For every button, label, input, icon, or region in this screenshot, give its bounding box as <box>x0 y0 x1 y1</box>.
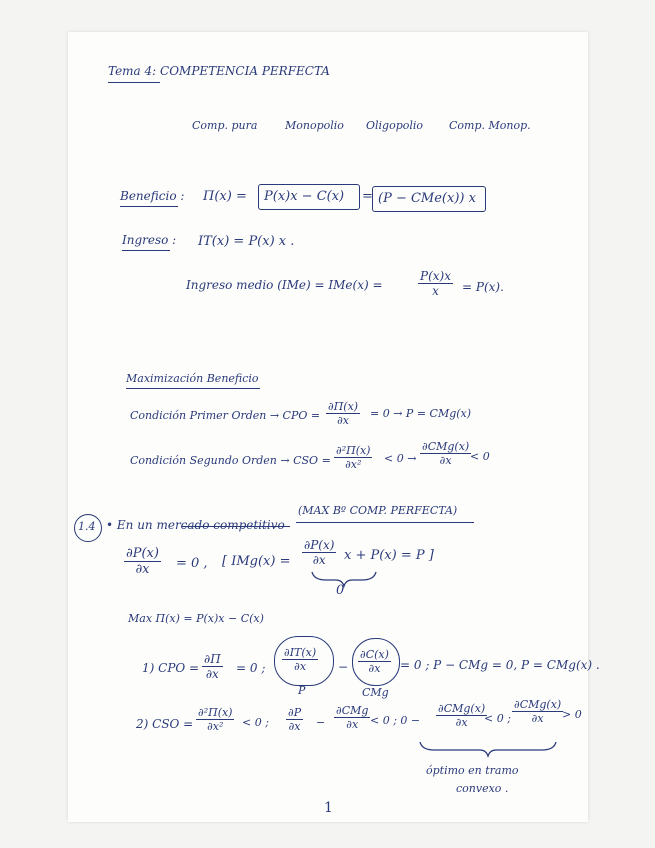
c-den: ∂x <box>368 662 381 675</box>
page-title: Tema 4: COMPETENCIA PERFECTA <box>108 64 330 78</box>
dp-rhs: = 0 , <box>176 556 208 571</box>
img-zero: 0 <box>336 583 345 598</box>
p-num: ∂P <box>288 706 302 719</box>
img-num: ∂P(x) <box>304 538 335 552</box>
cso-den: ∂x² <box>345 458 362 471</box>
ingreso-medio-rhs: = P(x). <box>462 280 504 294</box>
cmg2-den: ∂x <box>455 716 468 729</box>
ex-cso-den: ∂x² <box>207 720 224 733</box>
it-num: ∂IT(x) <box>284 646 317 659</box>
cmg-den: ∂x <box>346 718 359 731</box>
cso-mid: < 0 → <box>384 452 417 465</box>
ex-cpo-rhs: = 0 ; P − CMg = 0, P = CMg(x) . <box>400 658 600 672</box>
ex-cso-mid-2: < 0 ; 0 − <box>370 714 421 727</box>
img-rhs: x + P(x) = P ] <box>344 548 434 563</box>
cmg3-den: ∂x <box>531 712 544 725</box>
ex-cso-label: 2) CSO = <box>136 717 194 731</box>
market-type-1: Comp. pura <box>192 119 258 132</box>
cso-den-2: ∂x <box>439 454 452 467</box>
exercise-paren: (MAX Bº COMP. PERFECTA) <box>298 504 458 517</box>
maximizacion-heading: Maximización Beneficio <box>126 372 259 385</box>
cpo-rhs: = 0 → P = CMg(x) <box>370 407 472 420</box>
cmg-num: ∂CMg <box>336 704 369 717</box>
ingreso-formula: IT(x) = P(x) x . <box>198 234 295 249</box>
img-lhs: [ IMg(x) = <box>222 554 291 569</box>
it-under: P <box>298 684 306 697</box>
cpo-label: Condición Primer Orden → CPO = <box>130 409 321 422</box>
c-under: CMg <box>362 686 389 699</box>
ex-cpo-minus: − <box>338 660 349 674</box>
ex-cpo-den: ∂x <box>205 667 219 681</box>
page-number: 1 <box>324 800 333 816</box>
c-num: ∂C(x) <box>360 648 389 661</box>
beneficio-eq: = <box>362 189 373 204</box>
cmg3-num: ∂CMg(x) <box>514 698 562 711</box>
ingreso-label: Ingreso : <box>122 233 177 247</box>
market-type-3: Oligopolio <box>366 119 424 132</box>
beneficio-box-2-text: (P − CMe(x)) x <box>378 191 476 206</box>
ex-cpo-num: ∂Π <box>204 652 221 666</box>
ex-cso-rhs: > 0 <box>562 708 582 721</box>
cso-label: Condición Segundo Orden → CSO = <box>130 454 331 467</box>
cmg2-num: ∂CMg(x) <box>438 702 486 715</box>
ex-cso-mid: < 0 ; <box>242 716 269 729</box>
dp-den: ∂x <box>135 562 150 577</box>
ex-cpo-mid: = 0 ; <box>236 661 266 675</box>
ingreso-medio-den: x <box>432 284 439 298</box>
zero-brace <box>312 572 376 586</box>
note-line-2: convexo . <box>456 782 509 795</box>
beneficio-label: Beneficio : <box>120 189 185 203</box>
p-den: ∂x <box>288 720 301 733</box>
img-den: ∂x <box>312 553 326 567</box>
cso-num-2: ∂CMg(x) <box>422 440 470 453</box>
market-type-4: Comp. Monop. <box>449 119 531 132</box>
cso-num: ∂²Π(x) <box>336 444 371 457</box>
market-type-2: Monopolio <box>285 119 344 132</box>
note-line-1: óptimo en tramo <box>426 764 519 777</box>
ingreso-medio-lhs: Ingreso medio (IMe) = IMe(x) = <box>186 278 383 292</box>
exercise-heading: • En un mercado competitivo <box>106 518 285 532</box>
cso-rhs: < 0 <box>470 450 490 463</box>
beneficio-lhs: Π(x) = <box>203 189 247 204</box>
optimum-brace <box>420 742 556 756</box>
cpo-num: ∂Π(x) <box>328 400 359 413</box>
it-den: ∂x <box>294 660 307 673</box>
ex-cso-minus: − <box>316 716 326 729</box>
ingreso-medio-num: P(x)x <box>420 269 451 283</box>
ex-cso-num: ∂²Π(x) <box>198 706 233 719</box>
cpo-den: ∂x <box>337 414 349 427</box>
exercise-number: 1.4 <box>78 520 96 533</box>
ex-cso-mid-3: < 0 ; <box>484 712 511 725</box>
beneficio-box-1-text: P(x)x − C(x) <box>264 189 345 204</box>
max-line: Max Π(x) = P(x)x − C(x) <box>128 612 264 625</box>
dp-num: ∂P(x) <box>126 546 159 561</box>
ex-cpo-label: 1) CPO = <box>142 661 200 675</box>
